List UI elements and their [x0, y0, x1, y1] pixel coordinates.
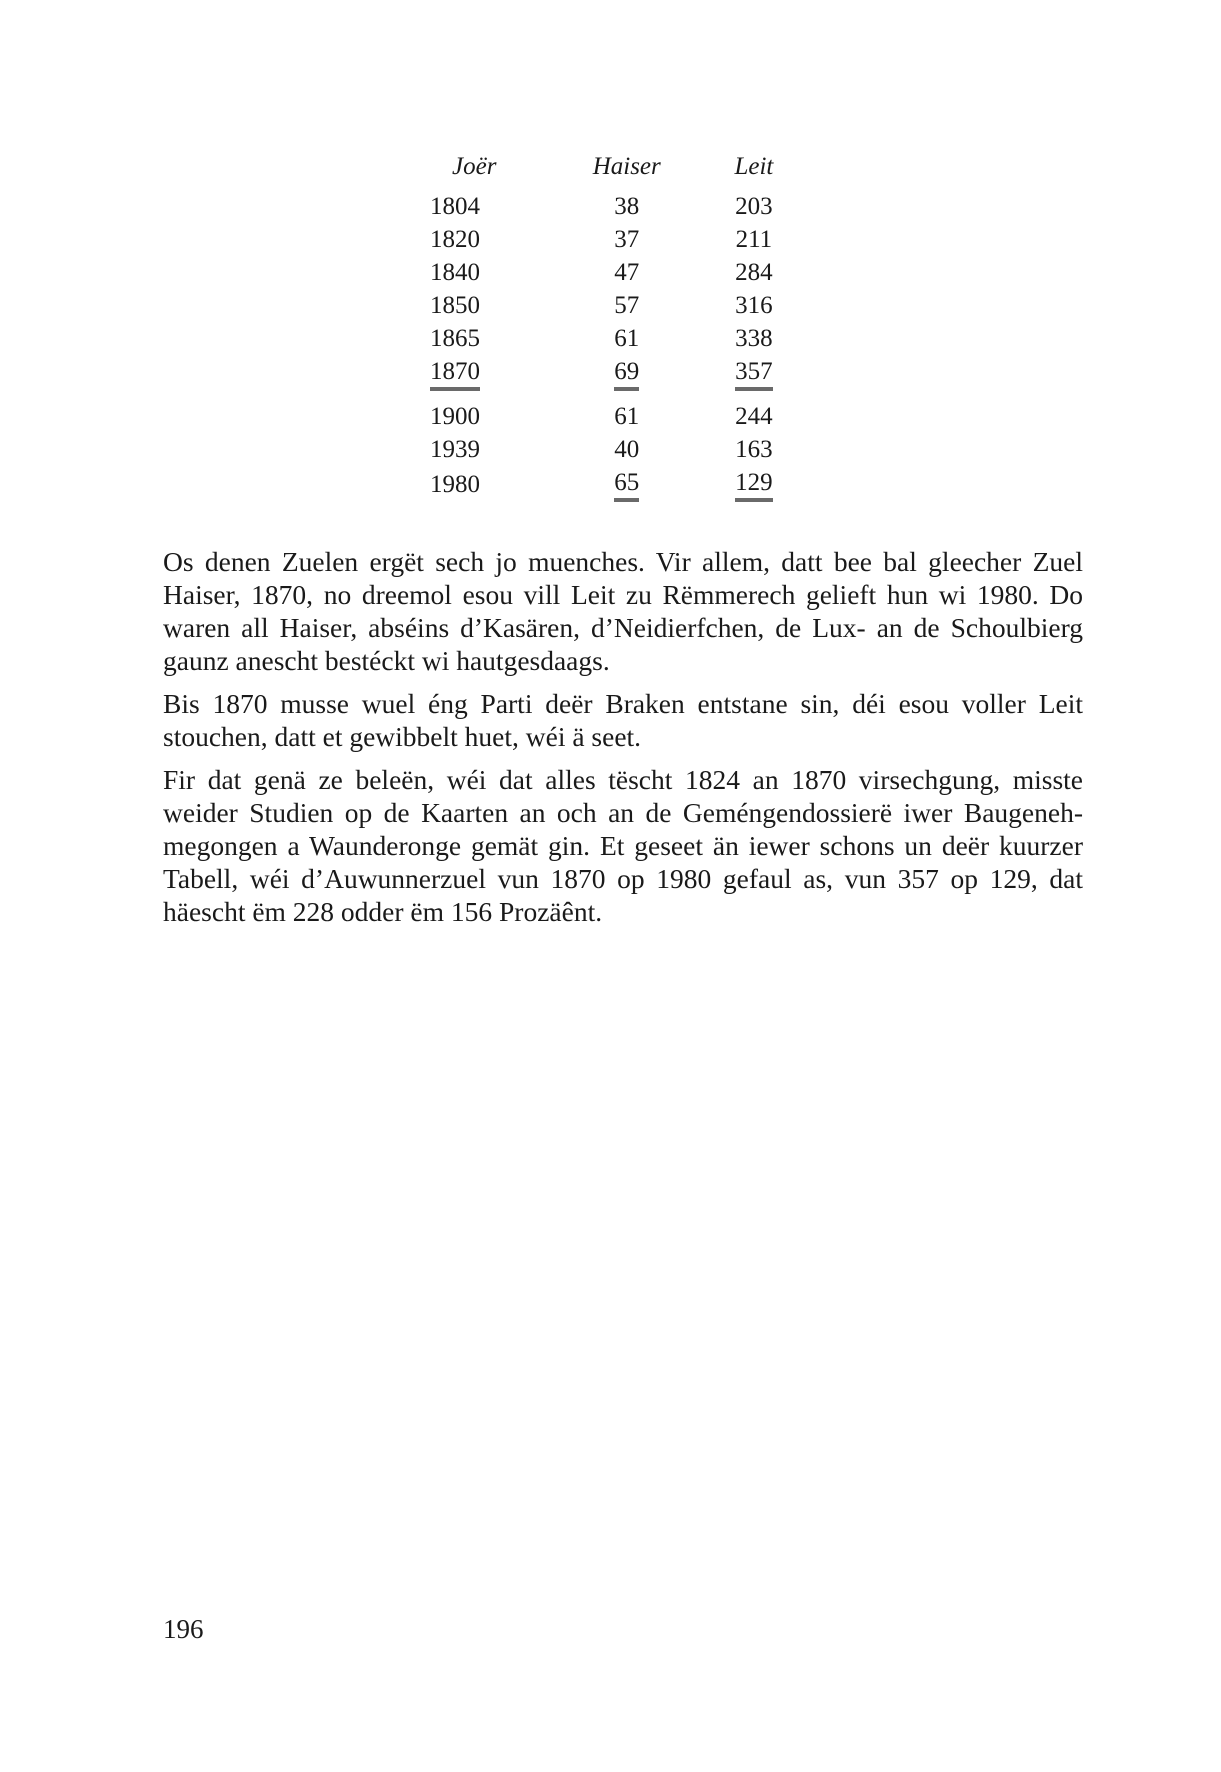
cell-houses: 37	[614, 226, 640, 253]
cell-people: 316	[735, 292, 773, 319]
table-row	[430, 190, 810, 223]
cell-people: 357	[735, 358, 773, 391]
cell-year: 1865	[430, 325, 480, 352]
cell-houses: 38	[614, 193, 640, 220]
cell-people: 284	[735, 259, 773, 286]
table-row	[430, 223, 810, 256]
cell-houses: 65	[614, 469, 639, 502]
cell-people: 244	[735, 403, 773, 430]
cell-people: 163	[735, 436, 773, 463]
table-row	[430, 355, 810, 400]
cell-houses: 47	[614, 259, 640, 286]
header-houses: Haiser	[592, 153, 661, 180]
cell-houses: 40	[614, 436, 640, 463]
table-row	[430, 256, 810, 289]
paragraph: Fir dat genä ze beleën, wéi dat alles tëscht 1824 an 1870 virsechgung, misste weider Studien op de Kaarten an och an de Geméngendossierë iwer Baugenehmegongen a Waunderonge gemät gin. Et geseet än iewer schons un deër kuurzer Tabell, wéi d’Auwunnerzuel vun 1870 op 1980 gefaul as, vun 357 op 129, dat häescht ëm 228 odder ëm 156 Prozäênt.	[163, 764, 1083, 927]
table-row	[430, 433, 810, 466]
population-table	[430, 150, 810, 502]
table-row	[430, 466, 810, 502]
cell-year: 1939	[430, 436, 480, 463]
page-number: 196	[163, 1614, 204, 1644]
paragraph: Bis 1870 musse wuel éng Parti deër Braken entstane sin, déi esou voller Leit stouchen, datt et gewibbelt huet, wéi ä seet.	[163, 688, 1083, 752]
cell-year: 1820	[430, 226, 480, 253]
cell-people: 338	[735, 325, 773, 352]
cell-people: 211	[735, 226, 773, 253]
cell-year: 1850	[430, 292, 480, 319]
cell-houses: 69	[614, 358, 639, 391]
cell-year: 1980	[430, 470, 480, 498]
header-people: Leit	[734, 153, 774, 180]
cell-people: 203	[735, 193, 773, 220]
table-row	[430, 322, 810, 355]
paragraph: Os denen Zuelen ergët sech jo muenches. Vir allem, datt bee bal gleecher Zuel Haiser, 1870, no dreemol esou vill Leit zu Rëmmerech gelieft hun wi 1980. Do waren all Haiser, abséins d’Kasären, d’Neidierfchen, de Lux- an de Schoulbierg gaunz anescht bestéckt wi hautgesdaags.	[163, 546, 1083, 676]
table-row	[430, 289, 810, 322]
cell-year: 1900	[430, 403, 480, 430]
table-header-row	[430, 150, 810, 190]
header-year: Joër	[452, 153, 497, 180]
cell-year: 1840	[430, 259, 480, 286]
cell-year: 1870	[430, 358, 480, 391]
cell-year: 1804	[430, 193, 480, 220]
cell-houses: 61	[614, 403, 640, 430]
table-row	[430, 400, 810, 433]
body-text	[163, 545, 1083, 938]
cell-people: 129	[735, 469, 773, 502]
cell-houses: 61	[614, 325, 640, 352]
cell-houses: 57	[614, 292, 640, 319]
